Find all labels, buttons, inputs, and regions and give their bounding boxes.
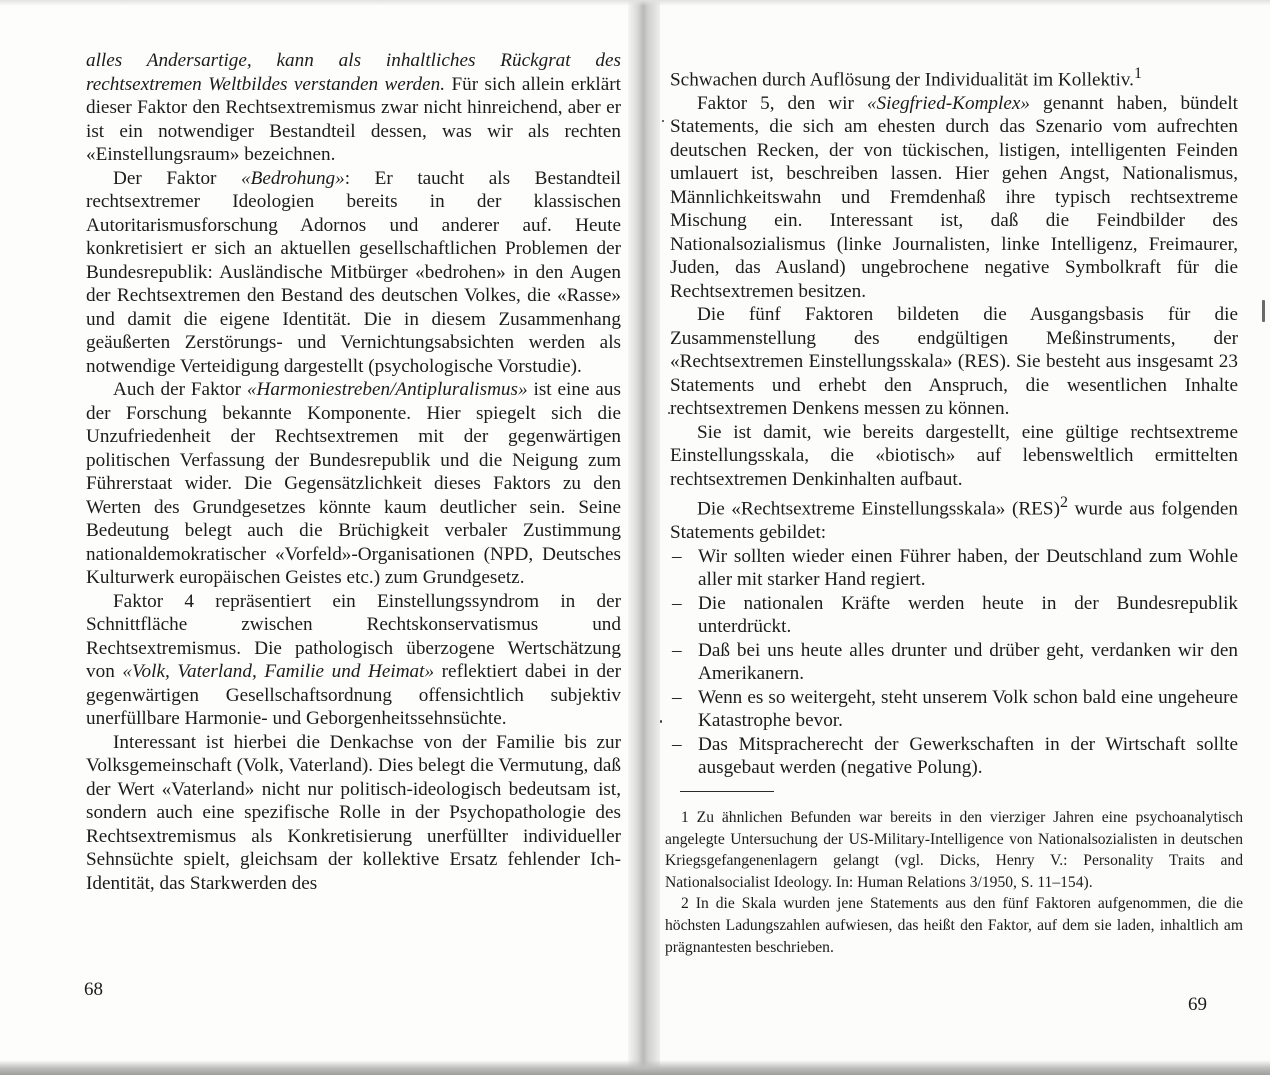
italic-term: «Harmoniestreben/Antipluralismus»	[246, 379, 528, 400]
footnote-ref: 2	[1059, 494, 1068, 512]
italic-term: «Bedrohung»	[241, 167, 345, 189]
paragraph-text: ist eine aus der Forschung bekannte Komponente. Hier spiegelt sich die Unzufriedenheit der Rechtsextremen mit der gegenwärtigen politischen Verfassung der Bundesrepublik und die Neigung zum Führerstaat wider. Die Gegensätzlichkeit dieses Faktors zu den Werten des Grundgesetzes könnte kaum deutlicher sein. Seine Bedeutung belegt auch die Brüchigkeit verbaler Zustimmung nationaldemokratischer «Vorfeld»-Organisationen (NPD, Deutsches Kulturwerk europäischen Geistes etc.) zum Grundgesetz.	[86, 379, 621, 588]
scan-speck	[662, 120, 664, 122]
paragraph	[670, 491, 1238, 544]
statement-item: – Daß bei uns heute alles drunter und drüber geht, verdanken wir den Amerikanern.	[670, 639, 1238, 686]
scan-speck	[668, 412, 670, 414]
paragraph-text: Faktor 4 repräsentiert ein Einstellungssyndrom in der Schnittfläche zwischen Rechtskonservatismus und Rechtsextremismus. Die pathologisch überzogene Wertschätzung von	[86, 590, 621, 682]
statement-item: – Wenn es so weitergeht, steht unserem Volk schon bald eine ungeheure Katastrophe bevor.	[670, 686, 1238, 733]
paragraph	[670, 421, 1238, 492]
paragraph	[86, 49, 621, 167]
right-page-body	[670, 62, 1238, 780]
paragraph-text: Für sich allein erklärt dieser Faktor den Rechtsextremismus zwar nicht hinreichend, aber er ist ein notwendiger Bestandteil dessen, was wir als rechten «Einstellungsraum» bezeichnen.	[86, 73, 621, 165]
left-page-body	[86, 49, 621, 895]
paragraph-text: wurde aus folgenden Statements gebildet:	[670, 498, 1238, 544]
paragraph-text: genannt haben, bündelt Statements, die sich am ehesten durch das Szenario vom aufrechten deutschen Recken, der von tückischen, listigen, intelligenten Feinden umlauert ist, beschreiben lassen. Hier gehen Angst, Nationalismus, Männlichkeitswahn und Fremdenhaß ihre typisch rechtsextreme Mischung ein. Interessant ist, daß die Feindbilder des Nationalsozialismus (linke Journalisten, linke Intelligenz, Freimaurer, Juden, das Ausland) ungebrochene negative Symbolkraft für die Rechtsextremen besitzen.	[670, 92, 1238, 302]
paragraph-text: Der Faktor	[113, 167, 241, 189]
page-number: 69	[1188, 994, 1207, 1015]
statement-item: – Die nationalen Kräfte werden heute in der Bundesrepublik unterdrückt.	[670, 592, 1238, 639]
paragraph-text: Interessant ist hierbei die Denkachse von der Familie bis zur Volksgemeinschaft (Volk, Vaterland). Dies belegt die Vermutung, daß der Wert «Vaterland» nicht nur politisch-ideologisch bedeutsam ist, sondern auch eine spezifische Rolle in der Psychopathologie des Rechtsextremismus als Konkretisierung unerfüllter individueller Sehnsüchte spielt, gleichsam der kollektive Ersatz fehlender Ich-Identität, das Starkwerden des	[86, 731, 621, 894]
paragraph	[670, 303, 1238, 421]
book-gutter-shadow	[628, 0, 660, 1075]
footnote: 1 Zu ähnlichen Befunden war bereits in den vierziger Jahren eine psychoanalytisch angelegte Untersuchung der US-Military-Intelligence von Nationalsozialisten in deutschen Kriegsgefangenenlagern gelangt (vgl. Dicks, Henry V.: Personality Traits and Nationalsocialist Ideology. In: Human Relations 3/1950, S. 11–154).	[665, 809, 1243, 891]
footnote: 2 In die Skala wurden jene Statements aus den fünf Faktoren aufgenommen, die die höchsten Ladungszahlen aufwiesen, das heißt den Faktor, auf dem sie laden, inhaltlich am prägnantesten beschrieben.	[665, 895, 1243, 956]
paragraph	[670, 62, 1238, 92]
paragraph-text: Faktor 5, den wir	[697, 92, 867, 114]
paragraph	[86, 378, 621, 590]
paragraph-text: reflektiert dabei in der gegenwärtigen Gesellschaftsordnung offensichtlich subjektiv unerfüllbare Harmonie- und Geborgenheitssehnsüchte.	[86, 661, 622, 729]
paragraph	[86, 590, 621, 731]
italic-term: «Siegfried-Komplex»	[866, 92, 1030, 114]
paragraph-text: Die «Rechtsextreme Einstellungsskala» (RES)	[697, 498, 1060, 520]
page-number: 68	[84, 979, 103, 1000]
footnotes	[665, 807, 1243, 958]
paragraph-text: Schwachen durch Auflösung der Individualität im Kollektiv.	[670, 69, 1134, 91]
scan-speck	[1262, 300, 1265, 322]
paragraph-text: Die fünf Faktoren bildeten die Ausgangsbasis für die Zusammenstellung des endgültigen Meßinstruments, der «Rechtsextremen Einstellungsskala» (RES). Sie besteht aus insgesamt 23 Statements und erhebt den Anspruch, die wesentlichen Inhalte rechtsextremen Denkens messen zu können.	[670, 304, 1238, 420]
scan-bottom-edge	[0, 1060, 1270, 1075]
paragraph-text: Auch der Faktor	[113, 379, 247, 400]
paragraph-text: Sie ist damit, wie bereits dargestellt, eine gültige rechtsextreme Einstellungsskala, die «biotisch» auf lebensweltlich ermittelten rechtsextremen Denkinhalten aufbaut.	[670, 421, 1238, 490]
italic-term: «Volk, Vaterland, Familie und Heimat»	[122, 661, 435, 682]
paragraph-text: : Er taucht als Bestandteil rechtsextremer Ideologien bereits in der klassischen Autoritarismusforschung Adornos und anderer auf. Heute konkretisiert er sich an aktuellen gesellschaftlichen Problemen der Bundesrepublik: Ausländische Mitbürger «bedrohen» in den Augen der Rechtsextremen den Bestand des deutschen Volkes, die «Rasse» und damit die eigene Identität. Die in diesem Zusammenhang geäußerten Zerstörungs- und Vernichtungsabsichten werden als notwendige Verteidigung dargestellt (psychologische Vorstudie).	[86, 167, 621, 377]
statement-item: – Das Mitspracherecht der Gewerkschaften in der Wirtschaft sollte ausgebaut werden (negative Polung).	[670, 733, 1238, 780]
footnote-ref: 1	[1133, 65, 1142, 82]
paragraph	[86, 167, 621, 379]
footnote-divider	[680, 791, 774, 792]
statement-item: – Wir sollten wieder einen Führer haben, der Deutschland zum Wohle aller mit starker Hand regiert.	[670, 545, 1238, 592]
right-page	[652, 0, 1270, 1075]
paragraph	[670, 92, 1238, 304]
scan-top-edge	[0, 0, 1270, 6]
statement-list	[670, 545, 1238, 780]
italic-phrase: alles Andersartige, kann als inhaltliches Rückgrat des rechtsextremen Weltbildes verstanden werden.	[86, 50, 621, 95]
paragraph	[86, 731, 621, 896]
scan-speck	[660, 720, 662, 723]
